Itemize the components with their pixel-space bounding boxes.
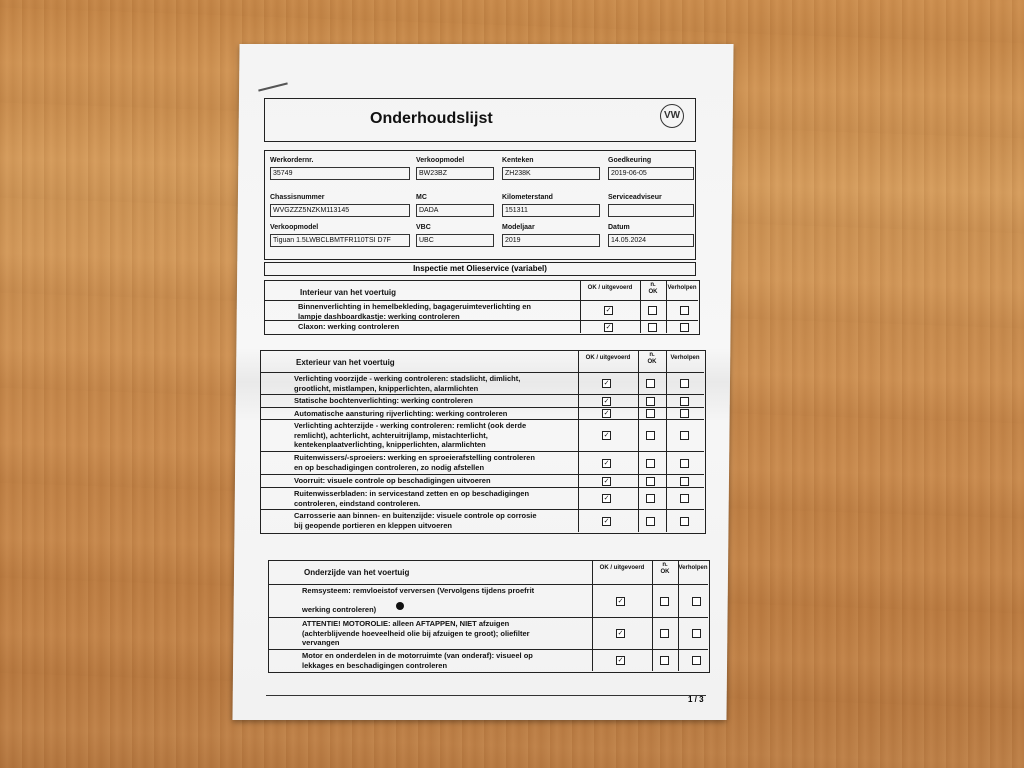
row-description: Automatische aansturing rijverlichting: werking controleren [294,409,508,418]
field-value: 2019 [502,234,600,247]
field-value: 14.05.2024 [608,234,694,247]
repaired-checkbox[interactable] [680,397,689,406]
ink-dot-mark [396,602,404,610]
ok-checkbox[interactable]: ✓ [603,495,610,502]
column-divider [652,560,653,671]
table-row [260,451,704,452]
column-header: OK / uitgevoerd [587,285,633,291]
ok-checkbox[interactable]: ✓ [605,323,612,331]
column-header: Verholpen [670,355,700,361]
table-row [268,584,708,585]
not-ok-checkbox[interactable] [646,459,655,468]
not-ok-checkbox[interactable] [646,431,655,440]
column-header: n. OK [647,352,657,365]
row-description: Motor en onderdelen in de motorruimte (van onderaf): visueel op lekkages en beschadigingen controleren [302,651,533,670]
repaired-checkbox[interactable] [680,379,689,388]
row-description: Carrosserie aan binnen- en buitenzijde: visuele controle op corrosie bij geopende portieren en kleppen uitvoeren [294,511,537,530]
not-ok-checkbox[interactable] [646,397,655,406]
field-label: Kenteken [502,157,534,164]
not-ok-checkbox[interactable] [660,597,669,606]
field-value: 2019-06-05 [608,167,694,180]
row-description: Ruitenwissers/-sproeiers: werking en sproeierafstelling controleren en op beschadigingen controleren, zo nodig afstellen [294,453,535,472]
not-ok-checkbox[interactable] [646,409,655,418]
repaired-checkbox[interactable] [680,494,689,503]
field-value: BW23BZ [416,167,494,180]
column-header: OK / uitgevoerd [585,355,631,361]
repaired-checkbox[interactable] [692,629,701,638]
repaired-checkbox[interactable] [680,431,689,440]
table-row [268,617,708,618]
column-divider [678,560,679,671]
field-label: Serviceadviseur [608,194,662,201]
field-value [608,204,694,217]
table-row [264,300,698,301]
field-label: Verkoopmodel [416,157,465,164]
field-label: VBC [416,224,431,231]
row-description: ATTENTIE! MOTOROLIE: alleen AFTAPPEN, NIET afzuigen (achterblijvende hoeveelheid olie bij afzuigen te groot); oliefilter vervangen [302,619,530,647]
ok-checkbox[interactable]: ✓ [603,410,610,417]
field-label: Chassisnummer [270,194,325,201]
ok-checkbox[interactable]: ✓ [603,517,610,525]
ok-checkbox[interactable]: ✓ [603,477,610,485]
row-description: Statische bochtenverlichting: werking controleren [294,396,473,405]
column-header: Verholpen [667,285,697,291]
field-value: 35749 [270,167,410,180]
repaired-checkbox[interactable] [680,409,689,418]
repaired-checkbox[interactable] [680,459,689,468]
footer-divider [266,695,706,696]
table-row [260,509,704,510]
row-description: Remsysteem: remvloeistof verversen (Vervolgens tijdens proefrit werking controleren) [302,586,535,614]
field-label: MC [416,194,427,201]
column-header: OK / uitgevoerd [599,565,645,571]
not-ok-checkbox[interactable] [648,323,657,332]
ok-checkbox[interactable]: ✓ [617,597,624,605]
table-row [260,487,704,488]
field-label: Kilometerstand [502,194,553,201]
row-description: Verlichting voorzijde - werking controleren: stadslicht, dimlicht, grootlicht, mistlampen, knipperlichten, alarmlichten [294,374,521,393]
repaired-checkbox[interactable] [692,656,701,665]
field-value: ZH238K [502,167,600,180]
repaired-checkbox[interactable] [680,306,689,315]
ok-checkbox[interactable]: ✓ [603,397,610,405]
table-row [260,474,704,475]
repaired-checkbox[interactable] [680,477,689,486]
ok-checkbox[interactable]: ✓ [605,307,612,314]
field-label: Werkordernr. [270,157,314,164]
section-title: Onderzijde van het voertuig [304,568,410,577]
field-label: Modeljaar [502,224,535,231]
ok-checkbox[interactable]: ✓ [603,459,610,467]
column-divider [666,350,667,532]
column-header: Verholpen [678,565,708,571]
field-value: UBC [416,234,494,247]
row-description: Binnenverlichting in hemelbekleding, bagageruimteverlichting en lampje dashboardkastje: werking controleren [298,302,531,321]
field-value: WVGZZZ5NZKM113145 [270,204,410,217]
column-divider [592,560,593,671]
column-divider [638,350,639,532]
not-ok-checkbox[interactable] [660,656,669,665]
table-row [260,372,704,373]
repaired-checkbox[interactable] [680,323,689,332]
row-description: Claxon: werking controleren [298,322,400,331]
not-ok-checkbox[interactable] [646,517,655,526]
page-number: 1 / 3 [688,695,704,704]
field-label: Goedkeuring [608,157,652,164]
column-header: n. OK [660,562,670,575]
not-ok-checkbox[interactable] [646,494,655,503]
column-header: n. OK [648,282,658,295]
inspection-banner: Inspectie met Olieservice (variabel) [264,262,696,276]
page-title: Onderhoudslijst [370,110,493,127]
section-title: Exterieur van het voertuig [296,358,395,367]
table-row [264,320,698,321]
row-description: Verlichting achterzijde - werking controleren: remlicht (ook derde remlicht), achterlicht, achteruitrijlamp, mistachterlicht, kentekenplaatverlichting, knipperlichten, alarmlichten [294,421,527,449]
ok-checkbox[interactable]: ✓ [617,657,624,664]
not-ok-checkbox[interactable] [646,477,655,486]
table-row [260,407,704,408]
field-label: Datum [608,224,630,231]
ok-checkbox[interactable]: ✓ [603,380,610,387]
row-description: Ruitenwisserbladen: in servicestand zetten en op beschadigingen controleren, eindstand controleren. [294,489,530,508]
vw-logo-icon: VW [660,104,684,128]
repaired-checkbox[interactable] [680,517,689,526]
ok-checkbox[interactable]: ✓ [617,630,624,637]
not-ok-checkbox[interactable] [660,629,669,638]
table-row [260,394,704,395]
field-value: 151311 [502,204,600,217]
not-ok-checkbox[interactable] [648,306,657,315]
table-row [268,649,708,650]
field-label: Verkoopmodel [270,224,319,231]
row-description: Voorruit: visuele controle op beschadigingen uitvoeren [294,476,491,485]
section-title: Interieur van het voertuig [300,288,397,297]
not-ok-checkbox[interactable] [646,379,655,388]
ok-checkbox[interactable]: ✓ [603,432,610,439]
field-value: DADA [416,204,494,217]
table-row [260,419,704,420]
field-value: Tiguan 1.5LWBCLBMTFR110TSI D7F [270,234,410,247]
column-divider [578,350,579,532]
repaired-checkbox[interactable] [692,597,701,606]
